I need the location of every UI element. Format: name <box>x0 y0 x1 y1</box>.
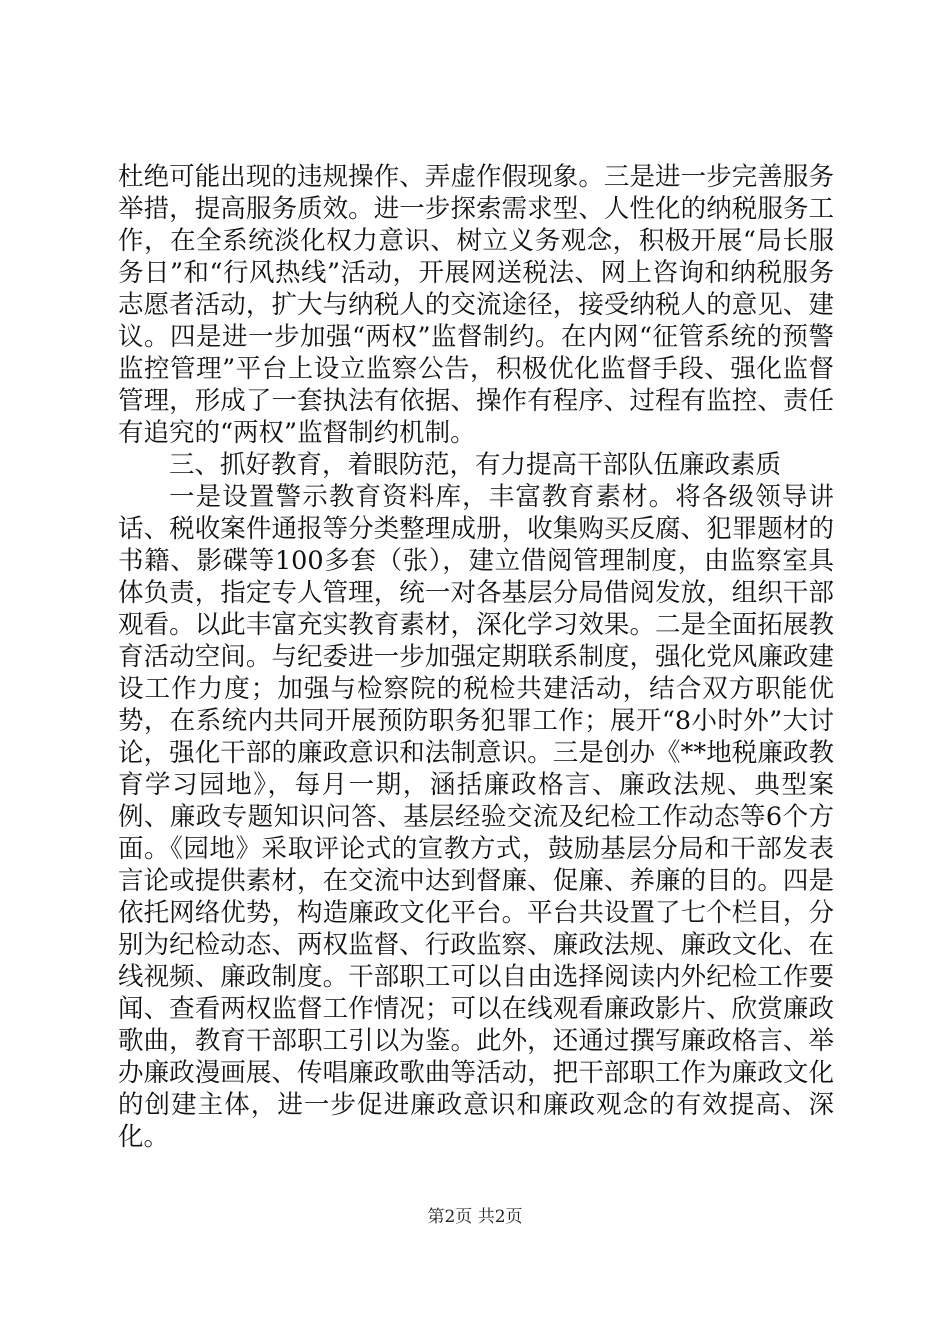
document-body <box>118 161 834 1153</box>
body-paragraph: 一是设置警示教育资料库，丰富教育素材。将各级领导讲话、税收案件通报等分类整理成册，收集购买反腐、犯罪题材的书籍、影碟等100多套（张），建立借阅管理制度，由监察室具体负责，指定专人管理，统一对各基层分局借阅发放，组织干部观看。以此丰富充实教育素材，深化学习效果。二是全面拓展教育活动空间。与纪委进一步加强定期联系制度，强化党风廉政建设工作力度；加强与检察院的税检共建活动，结合双方职能优势，在系统内共同开展预防职务犯罪工作；展开“8小时外”大讨论，强化干部的廉政意识和法制意识。三是创办《**地税廉政教育学习园地》，每月一期，涵括廉政格言、廉政法规、典型案例、廉政专题知识问答、基层经验交流及纪检工作动态等6个方面。《园地》采取评论式的宣教方式，鼓励基层分局和干部发表言论或提供素材，在交流中达到督廉、促廉、养廉的目的。四是依托网络优势，构造廉政文化平台。平台共设置了七个栏目，分别为纪检动态、两权监督、行政监察、廉政法规、廉政文化、在线视频、廉政制度。干部职工可以自由选择阅读内外纪检工作要闻、查看两权监督工作情况；可以在线观看廉政影片、欣赏廉政歌曲，教育干部职工引以为鉴。此外，还通过撰写廉政格言、举办廉政漫画展、传唱廉政歌曲等活动，把干部职工作为廉政文化的创建主体，进一步促进廉政意识和廉政观念的有效提高、深化。 <box>118 482 834 1152</box>
section-heading: 三、抓好教育，着眼防范，有力提高干部队伍廉政素质 <box>169 450 782 480</box>
body-paragraph-continuation: 杜绝可能出现的违规操作、弄虚作假现象。三是进一步完善服务举措，提高服务质效。进一步探索需求型、人性化的纳税服务工作，在全系统淡化权力意识、树立义务观念，积极开展“局长服务日”和“行风热线”活动，开展网送税法、网上咨询和纳税服务志愿者活动，扩大与纳税人的交流途径，接受纳税人的意见、建议。四是进一步加强“两权”监督制约。在内网“征管系统的预警监控管理”平台上设立监察公告，积极优化监督手段、强化监督管理，形成了一套执法有依据、操作有程序、过程有监控、责任有追究的“两权”监督制约机制。 <box>118 162 834 448</box>
page-number-label: 第2页 共2页 <box>427 1207 523 1227</box>
page-footer <box>0 1205 950 1229</box>
